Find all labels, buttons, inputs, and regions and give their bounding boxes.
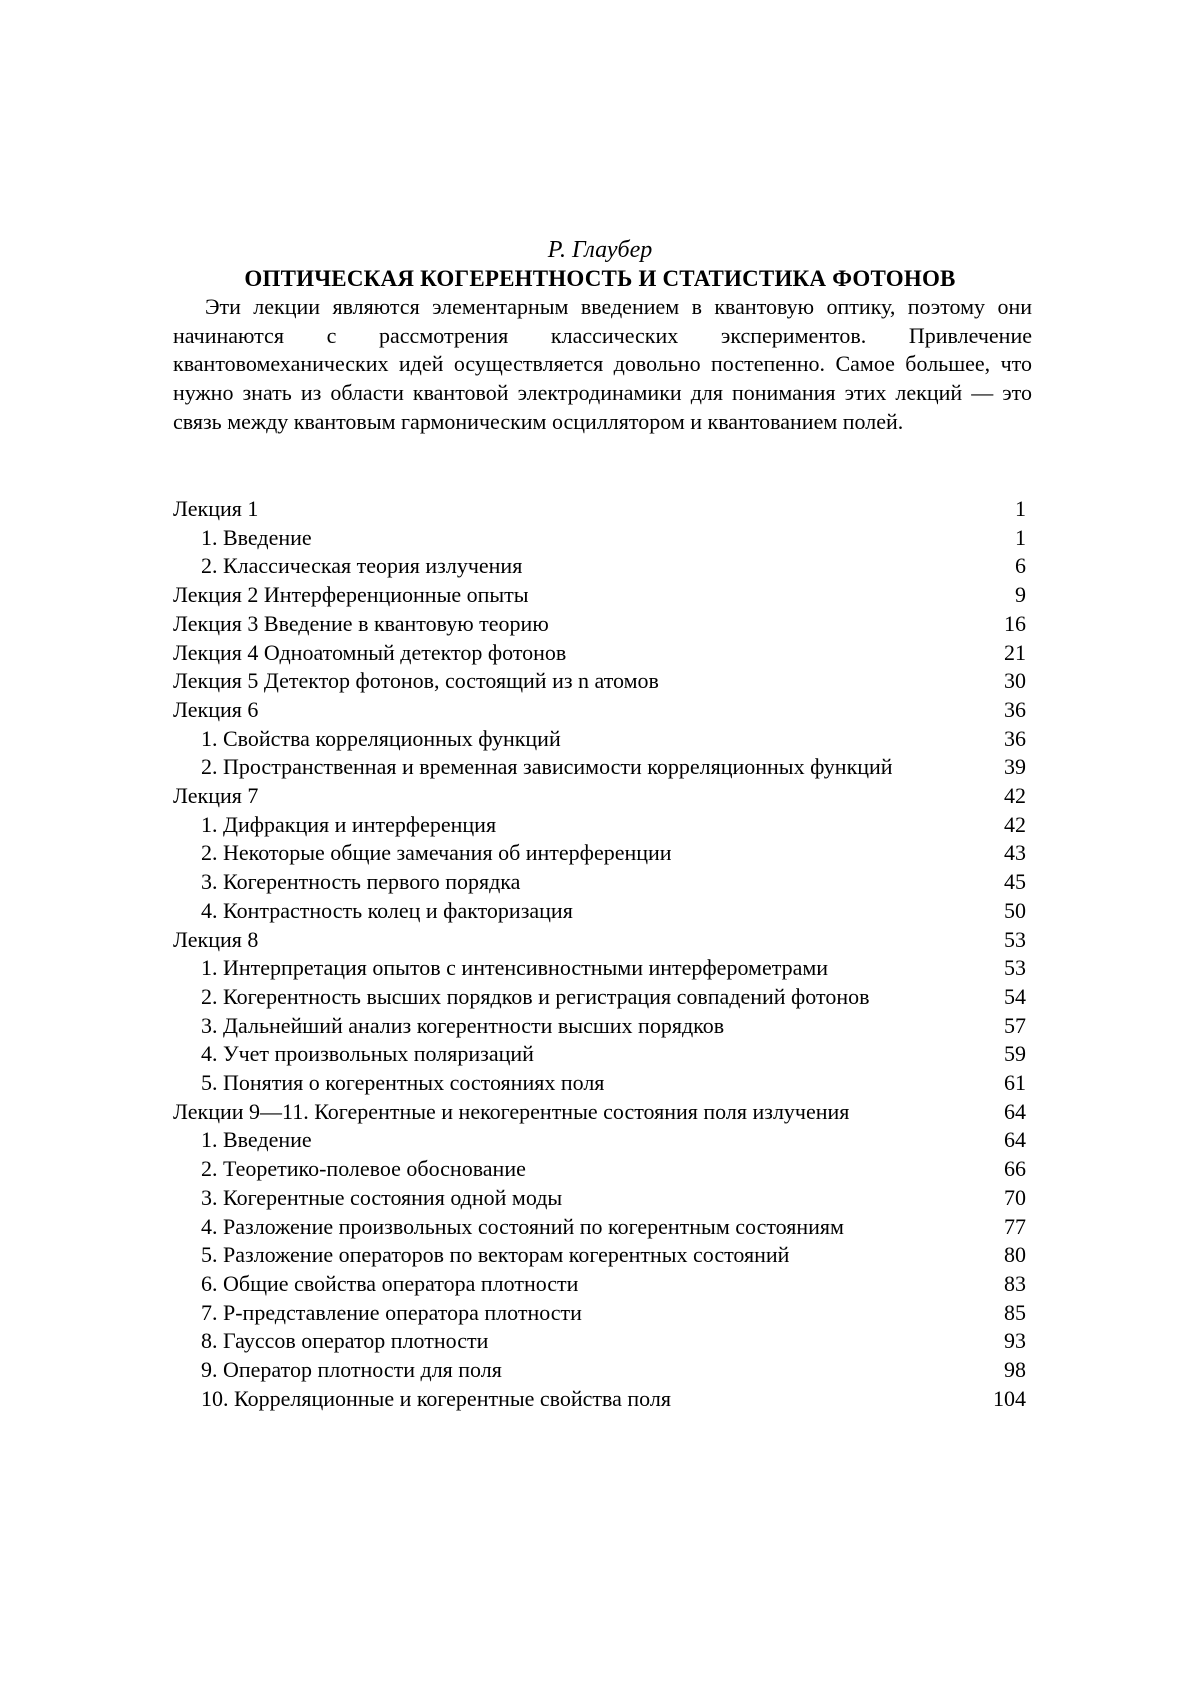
- toc-page-number: 39: [1004, 754, 1026, 780]
- toc-page-number: 9: [1015, 582, 1026, 608]
- toc-page-number: 104: [993, 1385, 1026, 1411]
- toc-subentry: [173, 1126, 1032, 1155]
- toc-subentry: [173, 1213, 1032, 1242]
- toc-page-number: 98: [1004, 1357, 1026, 1383]
- toc-entry-label: 1. Дифракция и интерференция: [201, 811, 497, 837]
- toc-subentry: [173, 1012, 1032, 1041]
- toc-entry: [173, 926, 1032, 955]
- toc-subentry: [173, 552, 1032, 581]
- toc-entry-label: Лекция 5 Детектор фотонов, состоящий из n атомов: [173, 668, 659, 694]
- toc-page-number: 61: [1004, 1070, 1026, 1096]
- toc-subentry: [173, 1184, 1032, 1213]
- toc-subentry: [173, 1356, 1032, 1385]
- toc-entry: [173, 495, 1032, 524]
- toc-subentry: [173, 725, 1032, 754]
- document-title: ОПТИЧЕСКАЯ КОГЕРЕНТНОСТЬ И СТАТИСТИКА ФОТОНОВ: [244, 266, 956, 291]
- toc-entry: [173, 581, 1032, 610]
- toc-entry-label: 2. Теоретико-полевое обоснование: [201, 1156, 526, 1182]
- toc-entry-label: 10. Корреляционные и когерентные свойства поля: [201, 1385, 671, 1411]
- toc-page-number: 50: [1004, 897, 1026, 923]
- toc-entry-label: 4. Контрастность колец и факторизация: [201, 897, 573, 923]
- toc-entry: [173, 639, 1032, 668]
- toc-page-number: 64: [1004, 1127, 1026, 1153]
- toc-page-number: 93: [1004, 1328, 1026, 1354]
- toc-entry: [173, 667, 1032, 696]
- toc-page-number: 30: [1004, 668, 1026, 694]
- toc-subentry: [173, 1040, 1032, 1069]
- toc-entry-label: 1. Введение: [201, 1127, 312, 1153]
- toc-page-number: 16: [1004, 610, 1026, 636]
- toc-entry-label: 2. Некоторые общие замечания об интерференции: [201, 840, 672, 866]
- toc-entry-label: 1. Интерпретация опытов с интенсивностными интерферометрами: [201, 955, 829, 981]
- toc-entry-label: 5. Разложение операторов по векторам когерентных состояний: [201, 1242, 790, 1268]
- toc-subentry: [173, 868, 1032, 897]
- toc-entry-label: Лекция 7: [173, 783, 259, 809]
- toc-subentry: [173, 524, 1032, 553]
- toc-page-number: 21: [1004, 639, 1026, 665]
- toc-page-number: 57: [1004, 1012, 1026, 1038]
- toc-page-number: 77: [1004, 1213, 1026, 1239]
- toc-entry-label: 6. Общие свойства оператора плотности: [201, 1270, 579, 1296]
- toc-entry: [173, 1098, 1032, 1127]
- toc-page-number: 80: [1004, 1242, 1026, 1268]
- toc-subentry: [173, 753, 1032, 782]
- toc-entry-label: Лекция 2 Интерференционные опыты: [173, 582, 529, 608]
- toc-subentry: [173, 811, 1032, 840]
- toc-page-number: 42: [1004, 783, 1026, 809]
- toc-entry-label: 1. Свойства корреляционных функций: [201, 725, 561, 751]
- abstract-paragraph: Эти лекции являются элементарным введением в квантовую оптику, поэтому они начинаются с рассмотрения классических экспериментов. Привлечение квантовомеханических идей осуществляется довольно постепенно. Самое большее, что нужно знать из области квантовой электродинамики для понимания этих лекций — это связь между квантовым гармоническим осциллятором и квантованием полей.: [173, 294, 1032, 434]
- toc-entry: [173, 782, 1032, 811]
- toc-page-number: 42: [1004, 811, 1026, 837]
- toc-page-number: 1: [1015, 524, 1026, 550]
- toc-subentry: [173, 1299, 1032, 1328]
- toc-entry-label: 4. Учет произвольных поляризаций: [201, 1041, 534, 1067]
- toc-page-number: 66: [1004, 1156, 1026, 1182]
- toc-entry-label: Лекция 6: [173, 696, 259, 722]
- toc-entry: [173, 696, 1032, 725]
- toc-page-number: 59: [1004, 1041, 1026, 1067]
- toc-page-number: 36: [1004, 696, 1026, 722]
- toc-entry-label: 2. Классическая теория излучения: [201, 553, 523, 579]
- toc-page-number: 83: [1004, 1270, 1026, 1296]
- toc-subentry: [173, 1385, 1032, 1414]
- toc-subentry: [173, 1241, 1032, 1270]
- toc-entry-label: 4. Разложение произвольных состояний по когерентным состояниям: [201, 1213, 844, 1239]
- toc-page-number: 43: [1004, 840, 1026, 866]
- toc-entry-label: 3. Когерентные состояния одной моды: [201, 1184, 563, 1210]
- toc-entry-label: 3. Когерентность первого порядка: [201, 869, 521, 895]
- toc-page-number: 85: [1004, 1299, 1026, 1325]
- toc-subentry: [173, 1069, 1032, 1098]
- toc-entry-label: Лекция 8: [173, 926, 259, 952]
- toc-subentry: [173, 983, 1032, 1012]
- toc-entry-label: Лекции 9—11. Когерентные и некогерентные состояния поля излучения: [173, 1098, 850, 1124]
- toc-subentry: [173, 1327, 1032, 1356]
- toc-entry-label: 8. Гауссов оператор плотности: [201, 1328, 489, 1354]
- toc-entry-label: 3. Дальнейший анализ когерентности высших порядков: [201, 1012, 725, 1038]
- toc-entry-label: Лекция 4 Одноатомный детектор фотонов: [173, 639, 567, 665]
- toc-page-number: 64: [1004, 1098, 1026, 1124]
- toc-entry-label: Лекция 1: [173, 496, 259, 521]
- toc-page-number: 6: [1015, 553, 1026, 579]
- toc-subentry: [173, 1155, 1032, 1184]
- toc-page-number: 1: [1015, 496, 1026, 521]
- toc-subentry: [173, 897, 1032, 926]
- toc-entry-label: 1. Введение: [201, 524, 312, 550]
- toc-entry-label: 2. Когерентность высших порядков и регистрация совпадений фотонов: [201, 983, 870, 1009]
- table-of-contents: [173, 495, 1032, 1414]
- toc-entry-label: Лекция 3 Введение в квантовую теорию: [173, 610, 549, 636]
- toc-page-number: 36: [1004, 725, 1026, 751]
- toc-page-number: 45: [1004, 869, 1026, 895]
- toc-page-number: 53: [1004, 926, 1026, 952]
- toc-page-number: 53: [1004, 955, 1026, 981]
- toc-entry-label: 7. Р-представление оператора плотности: [201, 1299, 582, 1325]
- toc-entry: [173, 610, 1032, 639]
- toc-entry-label: 9. Оператор плотности для поля: [201, 1357, 502, 1383]
- toc-entry-label: 5. Понятия о когерентных состояниях поля: [201, 1070, 605, 1096]
- toc-subentry: [173, 1270, 1032, 1299]
- toc-subentry: [173, 839, 1032, 868]
- author-name: Р. Глаубер: [547, 237, 653, 263]
- toc-page-number: 70: [1004, 1184, 1026, 1210]
- toc-page-number: 54: [1004, 983, 1026, 1009]
- toc-subentry: [173, 954, 1032, 983]
- toc-entry-label: 2. Пространственная и временная зависимости корреляционных функций: [201, 754, 893, 780]
